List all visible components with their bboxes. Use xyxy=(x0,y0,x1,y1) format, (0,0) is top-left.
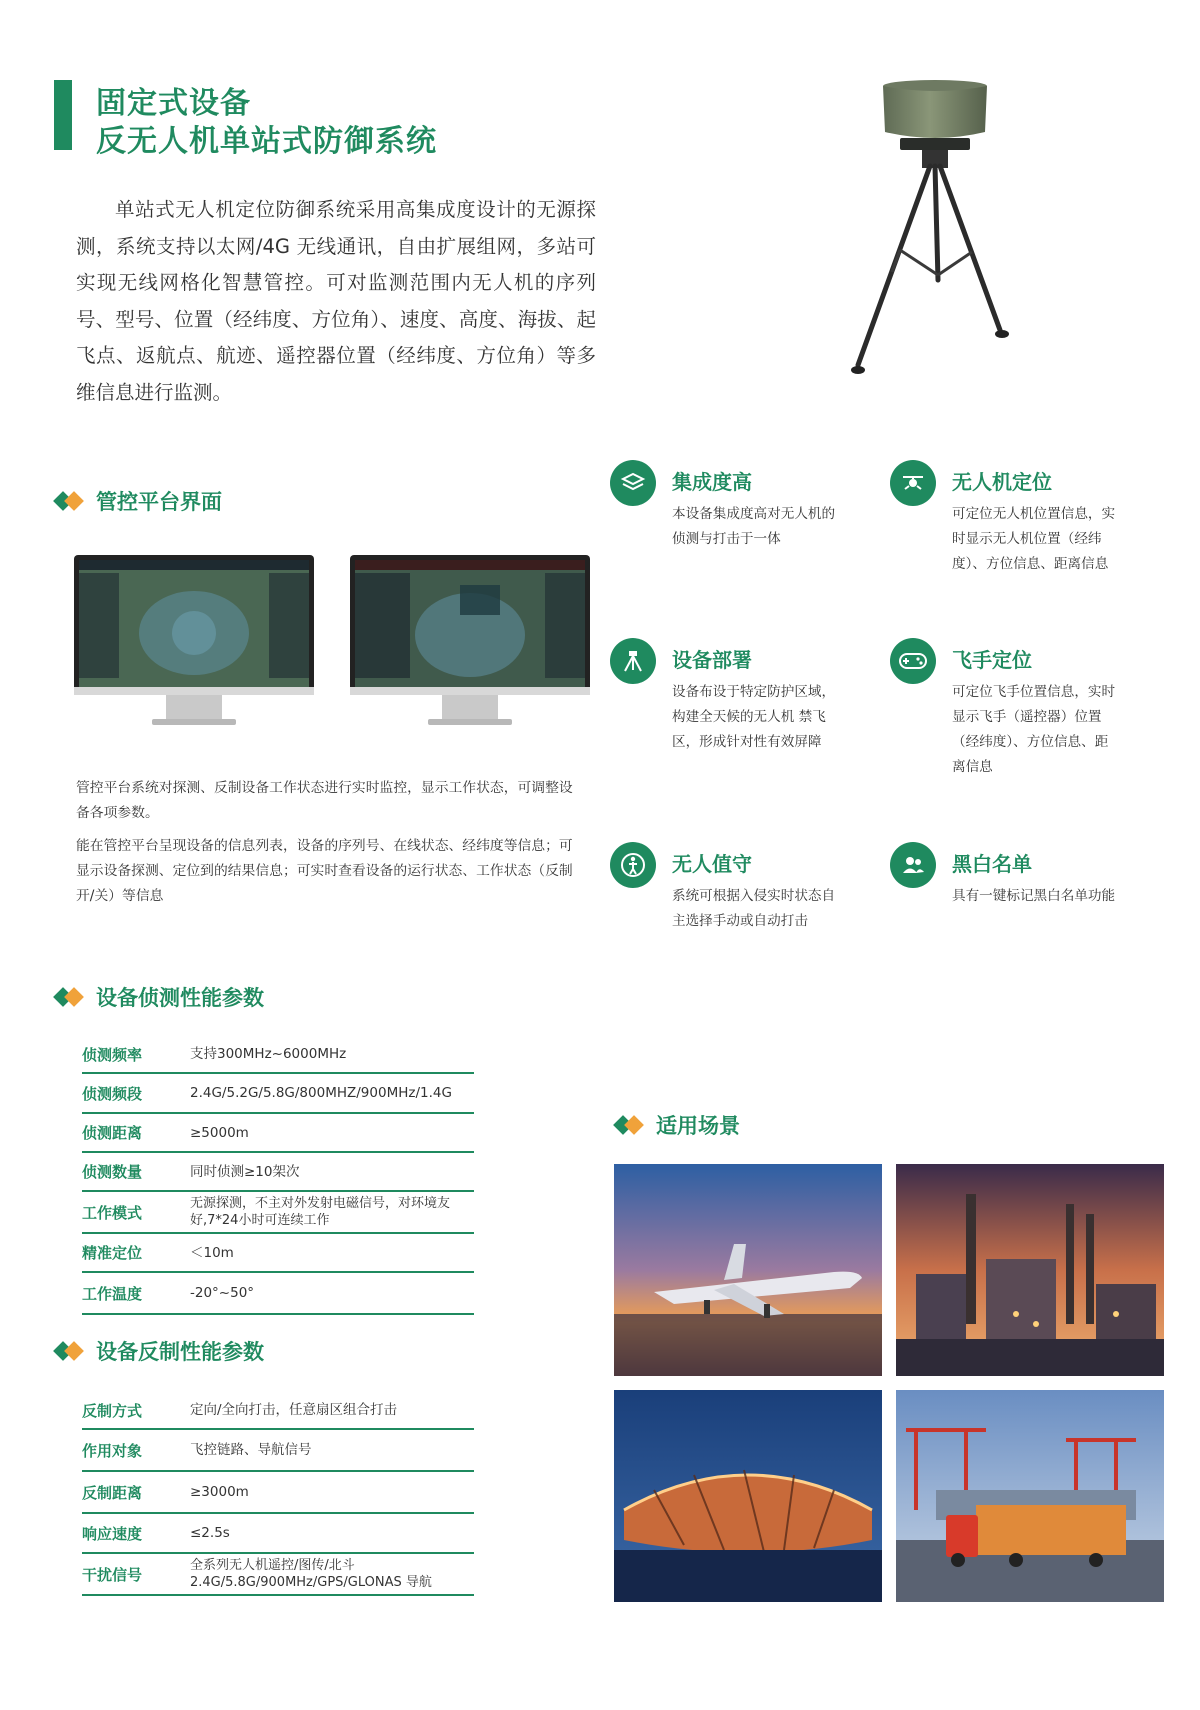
scene-industrial-image xyxy=(896,1164,1164,1376)
feature-desc: 具有一键标记黑白名单功能 xyxy=(952,888,1116,904)
section-detection-heading xyxy=(56,982,264,1012)
feature-desc: 系统可根据入侵实时状态自主选择手动或自动打击 xyxy=(672,888,836,929)
param-value: 飞控链路、导航信号 xyxy=(190,1442,312,1458)
drone-icon xyxy=(890,460,936,506)
param-value: 定向/全向打击，任意扇区组合打击 xyxy=(190,1402,398,1418)
scene-stadium-image xyxy=(614,1390,882,1602)
table-row xyxy=(82,1192,474,1234)
section-countermeasure-heading xyxy=(56,1336,264,1366)
table-row xyxy=(82,1554,474,1596)
detection-param-table xyxy=(82,1036,474,1315)
param-key: 反制方式 xyxy=(82,1401,143,1420)
table-row xyxy=(82,1153,474,1192)
table-row xyxy=(82,1392,474,1430)
feature-title: 设备部署 xyxy=(672,648,752,672)
param-key: 反制距离 xyxy=(82,1483,143,1502)
feature-desc: 设备布设于特定防护区域，构建全天候的无人机 禁飞区，形成针对性有效屏障 xyxy=(672,684,836,750)
param-key: 精准定位 xyxy=(82,1244,143,1262)
param-key: 侦测数量 xyxy=(82,1163,143,1181)
param-key: 工作温度 xyxy=(82,1284,143,1303)
users-icon xyxy=(890,842,936,888)
table-row xyxy=(82,1114,474,1153)
page-title-line1: 固定式设备 xyxy=(96,86,251,121)
feature-title: 黑白名单 xyxy=(952,852,1032,876)
param-value: ＜10m xyxy=(190,1244,234,1261)
param-key: 工作模式 xyxy=(82,1203,143,1222)
tripod-icon xyxy=(610,638,656,684)
param-value: 全系列无人机遥控/图传/北斗 2.4G/5.8G/900MHz/GPS/GLONAS 导航 xyxy=(190,1558,432,1590)
page-title-line2: 反无人机单站式防御系统 xyxy=(96,124,437,159)
person-icon xyxy=(610,842,656,888)
platform-description-2: 能在管控平台呈现设备的信息列表，设备的序列号、在线状态、经纬度等信息；可显示设备探测、定位到的结果信息；可实时查看设备的运行状态、工作状态（反制开/关）等信息 xyxy=(76,838,573,904)
monitor-screenshot-2 xyxy=(350,555,590,730)
gamepad-icon xyxy=(890,638,936,684)
table-row xyxy=(82,1273,474,1315)
param-value: 无源探测，不主对外发射电磁信号，对环境友好,7*24小时可连续工作 xyxy=(190,1196,451,1228)
table-row xyxy=(82,1472,474,1514)
scene-airport-image xyxy=(614,1164,882,1376)
feature-desc: 本设备集成度高对无人机的侦测与打击于一体 xyxy=(672,506,836,547)
section-title: 设备侦测性能参数 xyxy=(96,986,264,1010)
diamond-bullet-icon xyxy=(56,491,86,511)
countermeasure-param-table xyxy=(82,1392,474,1596)
table-row xyxy=(82,1074,474,1114)
feature-title: 无人值守 xyxy=(672,852,752,876)
intro-paragraph: 单站式无人机定位防御系统采用高集成度设计的无源探测，系统支持以太网/4G 无线通讯，自由扩展组网，多站可实现无线网格化智慧管控。可对监测范围内无人机的序列号、型号、位置（经纬度、方位角）、速度、高度、海拔、起飞点、返航点、航迹、遥控器位置（经纬度、方位角）等多维信息进行监测。 xyxy=(76,198,596,404)
param-key: 侦测频率 xyxy=(82,1045,143,1064)
param-key: 干扰信号 xyxy=(82,1565,143,1584)
param-value: 2.4G/5.2G/5.8G/800MHZ/900MHz/1.4G xyxy=(190,1085,452,1101)
param-key: 作用对象 xyxy=(82,1441,143,1460)
platform-description-1: 管控平台系统对探测、反制设备工作状态进行实时监控，显示工作状态，可调整设备各项参数。 xyxy=(76,780,573,821)
device-image xyxy=(840,80,1030,410)
param-key: 侦测频段 xyxy=(82,1084,143,1103)
param-value: -20°~50° xyxy=(190,1285,255,1301)
table-row xyxy=(82,1430,474,1472)
param-value: ≥5000m xyxy=(190,1124,249,1141)
param-value: 支持300MHz~6000MHz xyxy=(190,1046,347,1062)
section-title: 设备反制性能参数 xyxy=(96,1340,264,1364)
diamond-bullet-icon xyxy=(56,987,86,1007)
section-scenes-heading xyxy=(616,1110,740,1140)
section-platform-heading xyxy=(56,486,222,516)
feature-desc: 可定位飞手位置信息，实时显示飞手（遥控器）位置（经纬度）、方位信息、距离信息 xyxy=(952,684,1116,775)
section-title: 适用场景 xyxy=(656,1114,740,1138)
diamond-bullet-icon xyxy=(616,1115,646,1135)
feature-desc: 可定位无人机位置信息，实时显示无人机位置（经纬度）、方位信息、距离信息 xyxy=(952,506,1116,572)
param-value: ≤2.5s xyxy=(190,1525,230,1541)
title-accent-bar xyxy=(54,80,72,150)
table-row xyxy=(82,1234,474,1273)
feature-title: 飞手定位 xyxy=(952,648,1032,672)
feature-title: 无人机定位 xyxy=(952,470,1052,494)
table-row xyxy=(82,1514,474,1554)
scene-port-image xyxy=(896,1390,1164,1602)
section-title: 管控平台界面 xyxy=(96,490,222,514)
monitor-screenshot-1 xyxy=(74,555,314,730)
layers-icon xyxy=(610,460,656,506)
param-value: ≥3000m xyxy=(190,1484,249,1500)
diamond-bullet-icon xyxy=(56,1341,86,1361)
param-key: 侦测距离 xyxy=(82,1124,143,1142)
param-value: 同时侦测≥10架次 xyxy=(190,1163,300,1180)
table-row xyxy=(82,1036,474,1074)
param-key: 响应速度 xyxy=(82,1524,143,1543)
feature-title: 集成度高 xyxy=(672,470,752,494)
